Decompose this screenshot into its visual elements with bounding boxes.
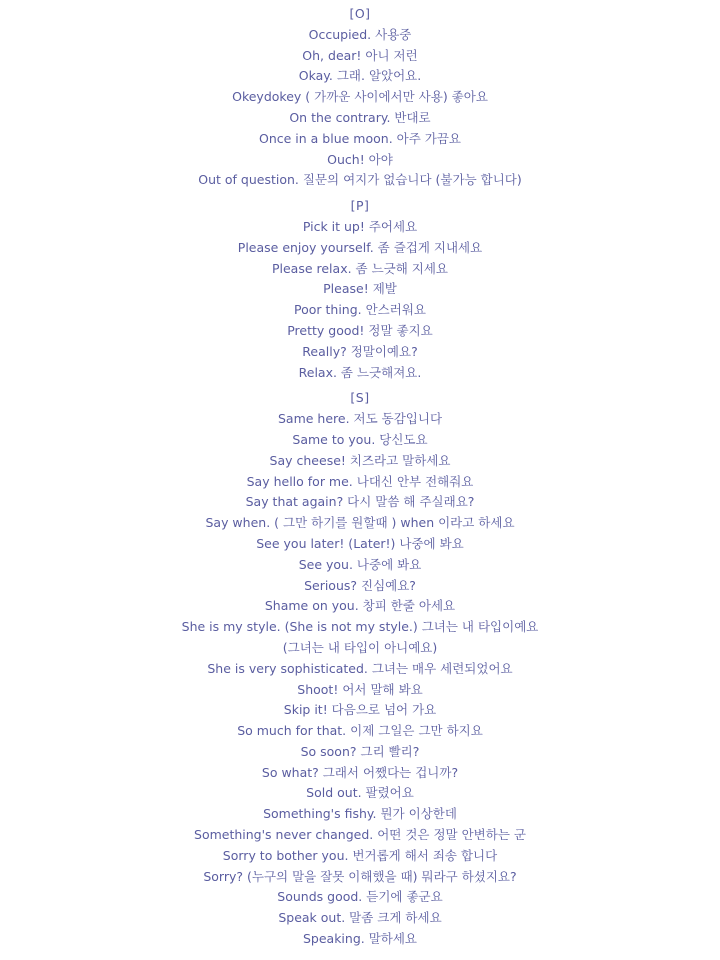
phrase-line: Serious? 진심예요? — [304, 577, 416, 593]
phrase-line: See you later! (Later!) 나중에 봐요 — [256, 535, 464, 551]
phrase-line: Pick it up! 주어세요 — [302, 218, 418, 234]
phrase-line: Say hello for me. 나대신 안부 전해줘요 — [246, 473, 474, 489]
phrase-line: Say when. ( 그만 하기를 원할때 ) when 이라고 하세요 — [205, 515, 515, 531]
phrase-line: Say cheese! 치즈라고 말하세요 — [269, 452, 451, 468]
phrase-line: Speaking. 말하세요 — [302, 931, 418, 947]
phrase-line: Really? 정말이예요? — [302, 343, 418, 359]
phrase-line: Something's never changed. 어떤 것은 정말 안변하는 군 — [194, 827, 526, 843]
phrase-line: Same here. 저도 동감입니다 — [277, 411, 443, 427]
phrase-line: So much for that. 이제 그일은 그만 하지요 — [237, 723, 483, 739]
phrase-line: Speak out. 말좀 크게 하세요 — [278, 910, 442, 926]
phrase-line: Sounds good. 듣기에 좋군요 — [277, 889, 443, 905]
phrase-line: See you. 나중에 봐요 — [298, 556, 422, 572]
section-s — [0, 388, 720, 950]
section-heading: [P] — [350, 198, 370, 214]
phrase-line: Oh, dear! 아니 저런 — [302, 47, 418, 63]
phrase-line: Poor thing. 안스러워요 — [294, 302, 426, 318]
phrase-line: Please relax. 좀 느긋해 지세요 — [271, 260, 449, 276]
phrase-line: Okay. 그래. 알았어요. — [298, 68, 422, 84]
phrase-line: Something's fishy. 뭔가 이상한데 — [263, 806, 457, 822]
phrase-line: Out of question. 질문의 여지가 없습니다 (불가능 합니다) — [198, 172, 522, 188]
section-heading: [S] — [350, 390, 370, 406]
phrase-line: Pretty good! 정말 좋지요 — [287, 322, 433, 338]
phrase-line: Please enjoy yourself. 좀 즐겁게 지내세요 — [237, 239, 483, 255]
phrase-line: Shame on you. 창피 한줄 아세요 — [264, 598, 456, 614]
phrase-line: Sold out. 팔렸어요 — [306, 785, 414, 801]
phrase-line: Sorry to bother you. 번거롭게 해서 죄송 합니다 — [222, 847, 498, 863]
phrase-line: Same to you. 당신도요 — [292, 431, 428, 447]
section-p — [0, 196, 720, 383]
phrase-line: Shoot! 어서 말해 봐요 — [297, 681, 423, 697]
phrase-line: Sorry? (누구의 말을 잘못 이해했을 때) 뭐라구 하셨지요? — [203, 868, 517, 884]
section-o — [0, 4, 720, 191]
phrase-line: She is very sophisticated. 그녀는 매우 세련되었어요 — [207, 660, 513, 676]
phrase-line: Okeydokey ( 가까운 사이에서만 사용) 좋아요 — [232, 89, 488, 105]
phrase-line: On the contrary. 반대로 — [289, 109, 431, 125]
phrase-line: Once in a blue moon. 아주 가끔요 — [259, 130, 461, 146]
phrase-line: Ouch! 아야 — [327, 151, 393, 167]
phrase-line: Relax. 좀 느긋해져요. — [298, 364, 422, 380]
phrase-line: Occupied. 사용중 — [308, 26, 412, 42]
phrase-line: Skip it! 다음으로 넘어 가요 — [283, 702, 437, 718]
phrase-line: So soon? 그리 빨리? — [300, 743, 420, 759]
phrase-line: Say that again? 다시 말씀 해 주실래요? — [245, 494, 475, 510]
phrase-line: So what? 그래서 어쨌다는 겁니까? — [261, 764, 459, 780]
section-heading: [O] — [349, 6, 371, 21]
phrase-line: (그녀는 내 타입이 아니예요) — [282, 639, 438, 655]
phrase-line: Please! 제발 — [323, 281, 397, 297]
phrase-line: She is my style. (She is not my style.) 그녀는 내 타입이예요 — [181, 619, 539, 635]
